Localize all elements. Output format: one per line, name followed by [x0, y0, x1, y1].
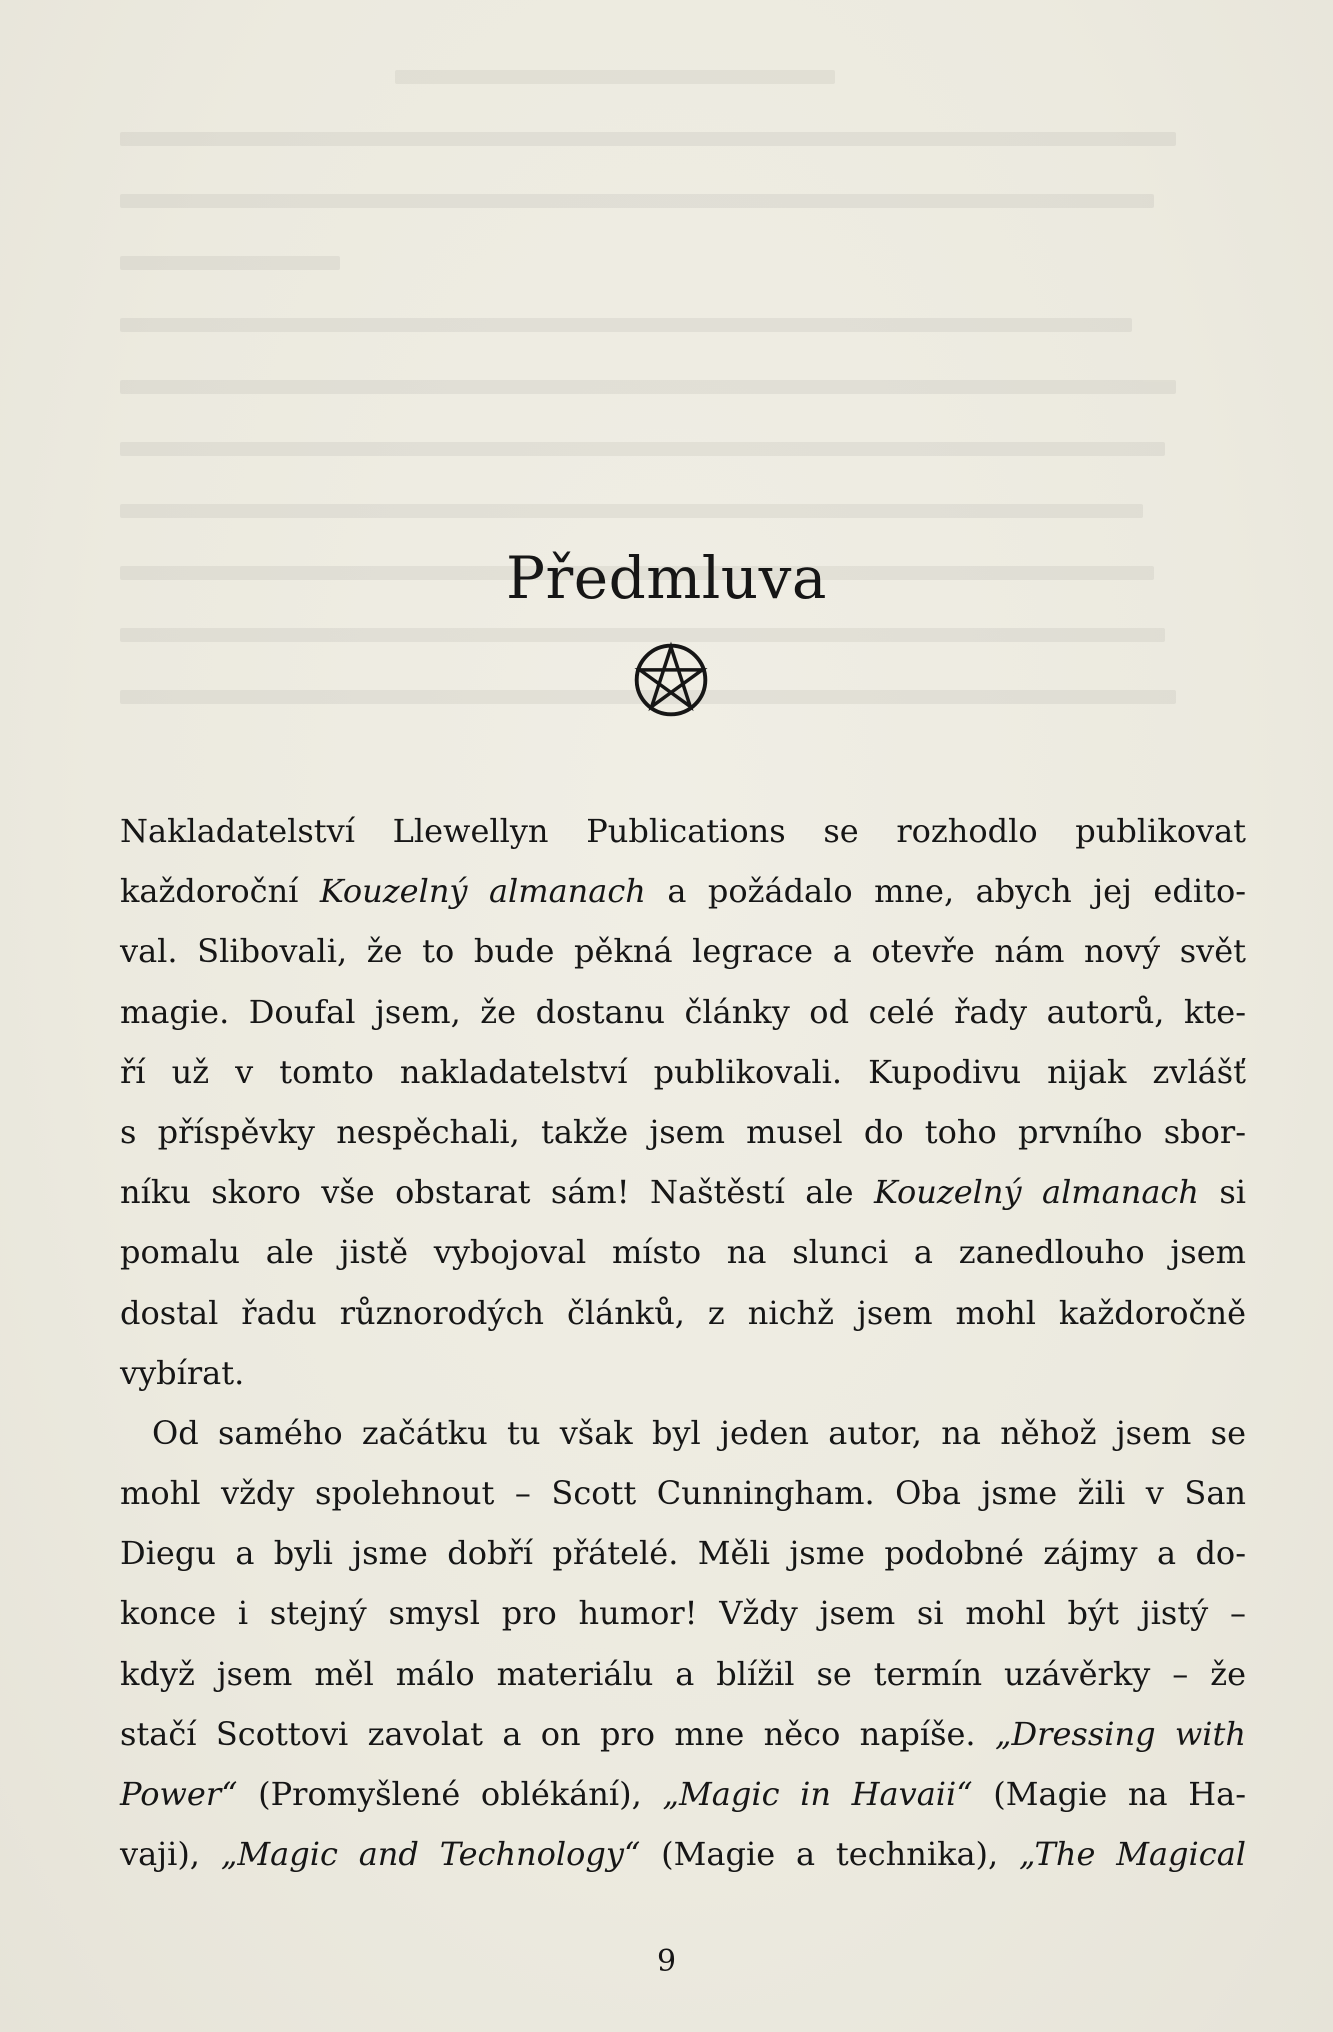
text-run: stačí Scottovi zavolat a on pro mne něco napíše.: [120, 1714, 995, 1753]
text-line: [120, 1523, 1246, 1583]
text-line: [120, 1283, 1246, 1343]
text-run: níku skoro vše obstarat sám! Naštěstí ale: [120, 1173, 874, 1212]
paragraph: [120, 1403, 1246, 1885]
text-line: [120, 1042, 1246, 1102]
text-line: [120, 1463, 1246, 1523]
text-run: dostal řadu různorodých článků, z nichž jsem mohl každoročně: [120, 1293, 1246, 1332]
text-line: [120, 861, 1246, 921]
chapter-title: Předmluva: [506, 544, 827, 612]
text-run: si: [1198, 1173, 1247, 1212]
text-line: [120, 1403, 1246, 1463]
text-run: Od samého začátku tu však byl jeden autor, na něhož jsem se: [152, 1413, 1246, 1452]
pentacle-icon: [632, 641, 710, 719]
text-run: a požádalo mne, abych jej edito-: [645, 872, 1247, 911]
text-line: [120, 1102, 1246, 1162]
text-line: [120, 921, 1246, 981]
text-run: vybírat.: [120, 1353, 245, 1392]
text-line: [120, 1222, 1246, 1282]
text-run: (Promyšlené oblékání),: [237, 1775, 663, 1813]
italic-text: „The Magical: [1019, 1835, 1247, 1874]
text-run: magie. Doufal jsem, že dostanu články od celé řady autorů, kte-: [120, 992, 1246, 1031]
text-line: [120, 1343, 1246, 1403]
text-run: ří už v tomto nakladatelství publikovali. Kupodivu nijak zvlášť: [120, 1052, 1246, 1091]
text-line: [120, 1583, 1246, 1643]
italic-text: „Magic in Havaii“: [662, 1775, 973, 1813]
text-line: [120, 1704, 1246, 1764]
body-text: [120, 801, 1246, 1884]
text-run: pomalu ale jistě vybojoval místo na slunci a zanedlouho jsem: [120, 1233, 1246, 1272]
text-run: (Magie na Ha-: [972, 1775, 1247, 1813]
text-line: [120, 801, 1246, 861]
text-run: Nakladatelství Llewellyn Publications se rozhodlo publikovat: [120, 812, 1246, 850]
text-line: [120, 1644, 1246, 1704]
text-line: [120, 982, 1246, 1042]
paragraph: [120, 801, 1246, 1403]
italic-text: „Magic and Technology“: [220, 1835, 641, 1874]
text-run: vaji),: [120, 1835, 221, 1874]
text-run: (Magie a technika),: [640, 1835, 1020, 1874]
text-run: mohl vždy spolehnout – Scott Cunningham. Oba jsme žili v San: [120, 1474, 1246, 1513]
italic-text: Power“: [120, 1775, 238, 1813]
text-run: val. Slibovali, že to bude pěkná legrace a otevře nám nový svět: [120, 932, 1246, 971]
text-line: [120, 1764, 1246, 1824]
text-run: každoroční: [120, 872, 320, 911]
bleed-through-text: [120, 70, 1220, 850]
italic-text: Kouzelný almanach: [873, 1173, 1199, 1212]
text-run: když jsem měl málo materiálu a blížil se termín uzávěrky – že: [120, 1654, 1246, 1693]
text-line: [120, 1162, 1246, 1222]
text-run: Diegu a byli jsme dobří přátelé. Měli jsme podobné zájmy a do-: [120, 1534, 1246, 1573]
text-line: [120, 1824, 1246, 1884]
page-number: 9: [656, 1944, 677, 1979]
italic-text: Kouzelný almanach: [319, 872, 646, 911]
italic-text: „Dressing with: [994, 1714, 1247, 1753]
text-run: s příspěvky nespěchali, takže jsem musel do toho prvního sbor-: [120, 1112, 1246, 1151]
text-run: konce i stejný smysl pro humor! Vždy jsem si mohl být jistý –: [120, 1594, 1246, 1633]
